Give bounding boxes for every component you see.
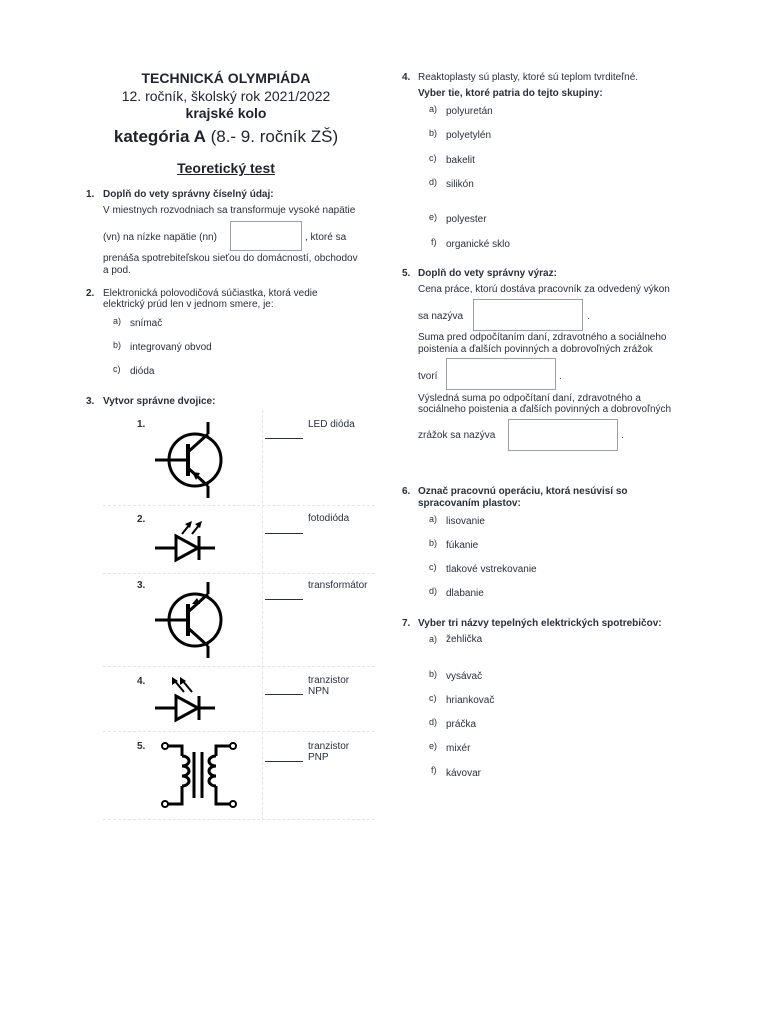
q4-option-text[interactable]: polyetylén (446, 130, 492, 141)
q5-label3: zrážok sa nazýva (418, 430, 496, 441)
q3-item-number: 1. (137, 419, 146, 430)
q3-label: tranzistor (308, 675, 350, 686)
q7-option-letter: b) (429, 669, 438, 679)
q6-option-letter: b) (429, 538, 438, 548)
q3-grid-row-separator (103, 505, 375, 506)
q1-line3: prenáša spotrebiteľskou sieťou do domácností, obchodov (103, 253, 358, 264)
q3-number: 3. (86, 396, 95, 407)
q1-heading: Doplň do vety správny číselný údaj: (103, 189, 274, 200)
q1-line1: V miestnych rozvodniach sa transformuje vysoké napätie (103, 205, 356, 216)
npn-transistor-icon (150, 580, 230, 660)
q5-dot: . (587, 311, 590, 322)
q7-option-text[interactable]: vysávač (446, 671, 483, 682)
q4-number: 4. (402, 72, 411, 83)
led-icon (152, 674, 218, 724)
q5-answer-field-3[interactable] (508, 419, 618, 451)
transformer-icon (160, 740, 240, 810)
q1-number: 1. (86, 189, 95, 200)
q4-option-letter: d) (429, 177, 438, 187)
q3-grid-divider (262, 410, 263, 820)
q7-option-letter: a) (429, 634, 438, 644)
q5-label1: sa nazýva (418, 311, 464, 322)
q6-option-letter: d) (429, 586, 438, 596)
q5-heading: Doplň do vety správny výraz: (418, 268, 557, 279)
photodiode-icon (152, 514, 218, 564)
q4-line1: Reaktoplasty sú plasty, ktoré sú teplom tvrditeľné. (418, 72, 639, 83)
q2-option-text[interactable]: snímač (130, 318, 163, 329)
q5-answer-field-1[interactable] (473, 299, 583, 331)
header-category (80, 127, 372, 147)
q1-line4: a pod. (103, 265, 131, 276)
q6-option-letter: c) (429, 562, 437, 572)
q3-grid-row-separator (103, 573, 375, 574)
q4-option-text[interactable]: polyuretán (446, 106, 493, 117)
category-bold: kategória A (113, 127, 206, 146)
q6-option-text[interactable]: lisovanie (446, 516, 485, 527)
q6-heading-line2: spracovaním plastov: (418, 498, 521, 509)
q2-line2: elektrický prúd len v jednom smere, je: (103, 299, 274, 310)
q4-option-letter: a) (429, 104, 438, 114)
q3-answer-line[interactable] (265, 533, 303, 534)
q3-label: LED dióda (308, 419, 355, 430)
q4-option-text[interactable]: organické sklo (446, 239, 510, 250)
q3-item-number: 5. (137, 741, 146, 752)
q2-option-text[interactable]: integrovaný obvod (130, 342, 212, 353)
q6-option-text[interactable]: dlabanie (446, 588, 484, 599)
q3-item-number: 2. (137, 514, 146, 525)
q3-heading: Vytvor správne dvojice: (103, 396, 216, 407)
category-rest: (8.- 9. ročník ZŠ) (205, 127, 339, 146)
pnp-transistor-icon (150, 420, 230, 500)
q3-answer-line[interactable] (265, 599, 303, 600)
q2-option-letter: b) (113, 340, 122, 350)
q4-option-text[interactable]: bakelit (446, 155, 475, 166)
q3-answer-line[interactable] (265, 694, 303, 695)
q4-option-text[interactable]: silikón (446, 179, 474, 190)
header-subtitle: 12. ročník, školský rok 2021/2022 (121, 88, 331, 104)
q1-answer-field[interactable] (230, 221, 302, 251)
q7-option-text[interactable]: práčka (446, 719, 477, 730)
q7-heading: Vyber tri názvy tepelných elektrických spotrebičov: (418, 618, 662, 629)
q5-label2: tvorí (418, 371, 438, 382)
q7-option-letter: e) (429, 741, 438, 751)
q3-item-number: 4. (137, 676, 146, 687)
header-title: TECHNICKÁ OLYMPIÁDA (141, 70, 311, 86)
q7-option-text[interactable]: žehlička (446, 634, 483, 645)
q5-line1: Cena práce, ktorú dostáva pracovník za odvedený výkon (418, 284, 670, 295)
q7-option-letter: d) (429, 717, 438, 727)
q3-grid-row-separator (103, 666, 375, 667)
q4-option-text[interactable]: polyester (446, 214, 487, 225)
q5-answer-field-2[interactable] (446, 358, 556, 390)
q3-grid-row-separator (103, 819, 375, 820)
q5-line5: sociálneho poistenia a ďalších povinných a dobrovoľných (418, 404, 672, 415)
q3-item-number: 3. (137, 580, 146, 591)
q3-label-line2: NPN (308, 686, 330, 697)
test-title: Teoretický test (177, 160, 275, 176)
q3-answer-line[interactable] (265, 761, 303, 762)
q5-number: 5. (402, 268, 411, 279)
q3-grid-row-separator (103, 731, 375, 732)
header-round: krajské kolo (185, 105, 267, 121)
q1-line2-before: (vn) na nízke napätie (nn) (103, 232, 217, 243)
q3-label: transformátor (308, 580, 368, 591)
q6-number: 6. (402, 486, 411, 497)
q6-option-text[interactable]: tlakové vstrekovanie (446, 564, 537, 575)
q4-heading: Vyber tie, ktoré patria do tejto skupiny: (418, 88, 603, 99)
q7-number: 7. (402, 618, 411, 629)
q4-option-letter: e) (429, 212, 438, 222)
q3-label: tranzistor (308, 741, 350, 752)
q2-option-letter: a) (113, 316, 122, 326)
q3-label: fotodióda (308, 513, 350, 524)
q6-option-letter: a) (429, 514, 438, 524)
q5-line3: poistenia a ďalších povinných a dobrovoľných zrážok (418, 344, 653, 355)
q5-dot: . (621, 430, 624, 441)
q5-line2: Suma pred odpočítaním daní, zdravotného a sociálneho (418, 332, 667, 343)
q6-heading-line1: Označ pracovnú operáciu, ktorá nesúvisí so (418, 486, 628, 497)
q5-dot: . (559, 371, 562, 382)
q7-option-letter: c) (429, 693, 437, 703)
q3-answer-line[interactable] (265, 438, 303, 439)
q7-option-letter: f) (431, 765, 437, 775)
q7-option-text[interactable]: kávovar (446, 768, 482, 779)
q4-option-letter: b) (429, 128, 438, 138)
q7-option-text[interactable]: mixér (446, 743, 471, 754)
q4-option-letter: f) (431, 237, 437, 247)
q7-option-text[interactable]: hriankovač (446, 695, 495, 706)
q5-line4: Výsledná suma po odpočítaní daní, zdravotného a (418, 393, 641, 404)
q2-option-text[interactable]: dióda (130, 366, 155, 377)
q4-option-letter: c) (429, 153, 437, 163)
q1-line2-after: , ktoré sa (305, 232, 347, 243)
q3-label-line2: PNP (308, 752, 329, 763)
q6-option-text[interactable]: fúkanie (446, 540, 479, 551)
q2-line1: Elektronická polovodičová súčiastka, ktorá vedie (103, 288, 318, 299)
q2-number: 2. (86, 288, 95, 299)
q2-option-letter: c) (113, 364, 121, 374)
